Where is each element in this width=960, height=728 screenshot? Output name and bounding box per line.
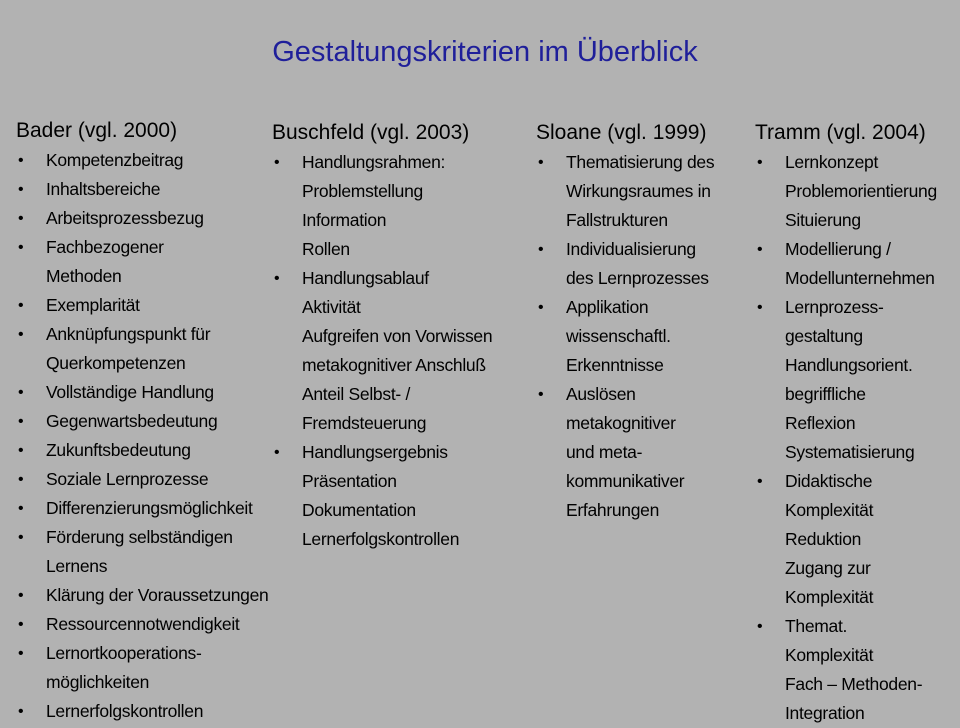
bullet-icon: • <box>18 210 24 227</box>
list-item <box>16 697 268 726</box>
list-item <box>536 148 714 235</box>
list-item-line: Erkenntnisse <box>566 355 664 375</box>
list-item-line: kommunikativer <box>566 471 685 491</box>
list-item <box>16 494 268 523</box>
list-item-line: Handlungsrahmen: <box>302 152 446 172</box>
list-item <box>755 235 937 293</box>
list-item-line: möglichkeiten <box>46 672 150 692</box>
list-item-line: Handlungsorient. <box>785 355 913 375</box>
list-item-line: metakognitiver Anschluß <box>302 355 486 375</box>
bullet-icon: • <box>18 326 24 343</box>
bullet-icon: • <box>18 297 24 314</box>
list-item-line: Situierung <box>785 210 861 230</box>
list-item-line: Rollen <box>302 239 350 259</box>
list-item-line: Integration <box>785 703 865 723</box>
list-item-line: Individualisierung <box>566 239 696 259</box>
list-item-line: Didaktische <box>785 471 873 491</box>
column-bader <box>16 118 268 726</box>
list-item <box>755 612 937 728</box>
bullet-icon: • <box>18 239 24 256</box>
list-item-line: Handlungsergebnis <box>302 442 448 462</box>
bullet-icon: • <box>18 471 24 488</box>
list-item <box>16 204 268 233</box>
list-item-line: Fremdsteuerung <box>302 413 427 433</box>
bullet-icon: • <box>757 154 763 171</box>
bullet-icon: • <box>18 500 24 517</box>
list-item-line: Soziale Lernprozesse <box>46 469 209 489</box>
column-heading: Sloane (vgl. 1999) <box>536 121 707 144</box>
list-item-line: Inhaltsbereiche <box>46 179 161 199</box>
bullet-icon: • <box>538 299 544 316</box>
list-item-line: Systematisierung <box>785 442 915 462</box>
list-item <box>536 293 714 380</box>
list-item <box>16 320 268 378</box>
list-item-line: gestaltung <box>785 326 863 346</box>
list-item-line: Förderung selbständigen <box>46 527 233 547</box>
bullet-icon: • <box>18 152 24 169</box>
list-item <box>16 581 268 610</box>
list-item-line: begriffliche <box>785 384 866 404</box>
list-item <box>272 264 492 438</box>
list-item-line: Handlungsablauf <box>302 268 429 288</box>
bullet-icon: • <box>18 442 24 459</box>
list-item <box>16 465 268 494</box>
bullet-icon: • <box>18 529 24 546</box>
list-item-line: Anknüpfungspunkt für <box>46 324 211 344</box>
list-item-line: Lernkonzept <box>785 152 879 172</box>
bullet-icon: • <box>274 444 280 461</box>
list-item-line: Applikation <box>566 297 649 317</box>
list-item-line: Fach – Methoden- <box>785 674 923 694</box>
list-item-line: Aufgreifen von Vorwissen <box>302 326 493 346</box>
bullet-icon: • <box>18 384 24 401</box>
list-item <box>16 610 268 639</box>
column-sloane <box>536 120 714 525</box>
list-item-line: Lernprozess- <box>785 297 884 317</box>
list-item <box>755 148 937 235</box>
list-item <box>755 293 937 467</box>
bullet-icon: • <box>18 413 24 430</box>
list-item-line: Erfahrungen <box>566 500 660 520</box>
list-item-line: Kompetenzbeitrag <box>46 150 184 170</box>
bullet-icon: • <box>274 270 280 287</box>
bullet-icon: • <box>757 299 763 316</box>
criteria-list <box>272 148 492 554</box>
list-item <box>16 436 268 465</box>
criteria-list <box>755 148 937 728</box>
column-heading: Bader (vgl. 2000) <box>16 119 178 142</box>
list-item-line: Arbeitsprozessbezug <box>46 208 204 228</box>
list-item-line: Methoden <box>46 266 122 286</box>
list-item-line: Reflexion <box>785 413 856 433</box>
list-item-line: Exemplarität <box>46 295 140 315</box>
list-item-line: metakognitiver <box>566 413 676 433</box>
criteria-list <box>536 148 714 525</box>
bullet-icon: • <box>538 386 544 403</box>
list-item-line: des Lernprozesses <box>566 268 709 288</box>
list-item-line: Zugang zur <box>785 558 871 578</box>
list-item-line: Information <box>302 210 387 230</box>
list-item <box>536 380 714 525</box>
column-heading: Tramm (vgl. 2004) <box>755 121 926 144</box>
list-item-line: Thematisierung des <box>566 152 715 172</box>
list-item <box>16 639 268 697</box>
criteria-list <box>16 146 268 726</box>
list-item-line: Problemorientierung <box>785 181 937 201</box>
list-item-line: Gegenwartsbedeutung <box>46 411 218 431</box>
list-item <box>16 175 268 204</box>
list-item-line: Anteil Selbst- / <box>302 384 411 404</box>
list-item-line: Fallstrukturen <box>566 210 668 230</box>
bullet-icon: • <box>18 181 24 198</box>
page-title: Gestaltungskriterien im Überblick <box>272 36 698 68</box>
bullet-icon: • <box>757 473 763 490</box>
list-item-line: Modellierung / <box>785 239 891 259</box>
list-item-line: Reduktion <box>785 529 862 549</box>
list-item-line: Komplexität <box>785 500 874 520</box>
bullet-icon: • <box>18 587 24 604</box>
list-item-line: Auslösen <box>566 384 636 404</box>
list-item-line: Aktivität <box>302 297 361 317</box>
bullet-icon: • <box>538 241 544 258</box>
list-item-line: Lernortkooperations- <box>46 643 202 663</box>
list-item <box>16 378 268 407</box>
bullet-icon: • <box>757 241 763 258</box>
column-buschfeld <box>272 120 492 554</box>
list-item-line: Komplexität <box>785 587 874 607</box>
bullet-icon: • <box>274 154 280 171</box>
list-item <box>16 523 268 581</box>
list-item <box>272 438 492 554</box>
list-item-line: Vollständige Handlung <box>46 382 214 402</box>
list-item <box>16 407 268 436</box>
bullet-icon: • <box>757 618 763 635</box>
list-item <box>16 146 268 175</box>
list-item-line: Ressourcennotwendigkeit <box>46 614 240 634</box>
list-item-line: Differenzierungsmöglichkeit <box>46 498 253 518</box>
list-item <box>272 148 492 264</box>
list-item-line: Modellunternehmen <box>785 268 935 288</box>
list-item-line: Fachbezogener <box>46 237 164 257</box>
list-item-line: wissenschaftl. <box>566 326 671 346</box>
bullet-icon: • <box>18 616 24 633</box>
list-item-line: Klärung der Voraussetzungen <box>46 585 269 605</box>
list-item <box>16 233 268 291</box>
list-item-line: Lernerfolgskontrollen <box>46 701 204 721</box>
list-item <box>16 291 268 320</box>
list-item-line: Zukunftsbedeutung <box>46 440 191 460</box>
list-item-line: Lernerfolgskontrollen <box>302 529 460 549</box>
bullet-icon: • <box>538 154 544 171</box>
list-item <box>755 467 937 612</box>
list-item-line: Lernens <box>46 556 108 576</box>
list-item <box>536 235 714 293</box>
bullet-icon: • <box>18 703 24 720</box>
column-heading: Buschfeld (vgl. 2003) <box>272 121 470 144</box>
list-item-line: Themat. <box>785 616 848 636</box>
list-item-line: Dokumentation <box>302 500 416 520</box>
bullet-icon: • <box>18 645 24 662</box>
list-item-line: Komplexität <box>785 645 874 665</box>
list-item-line: Problemstellung <box>302 181 423 201</box>
column-tramm <box>755 120 937 728</box>
list-item-line: und meta- <box>566 442 643 462</box>
list-item-line: Präsentation <box>302 471 397 491</box>
list-item-line: Querkompetenzen <box>46 353 186 373</box>
list-item-line: Wirkungsraumes in <box>566 181 711 201</box>
